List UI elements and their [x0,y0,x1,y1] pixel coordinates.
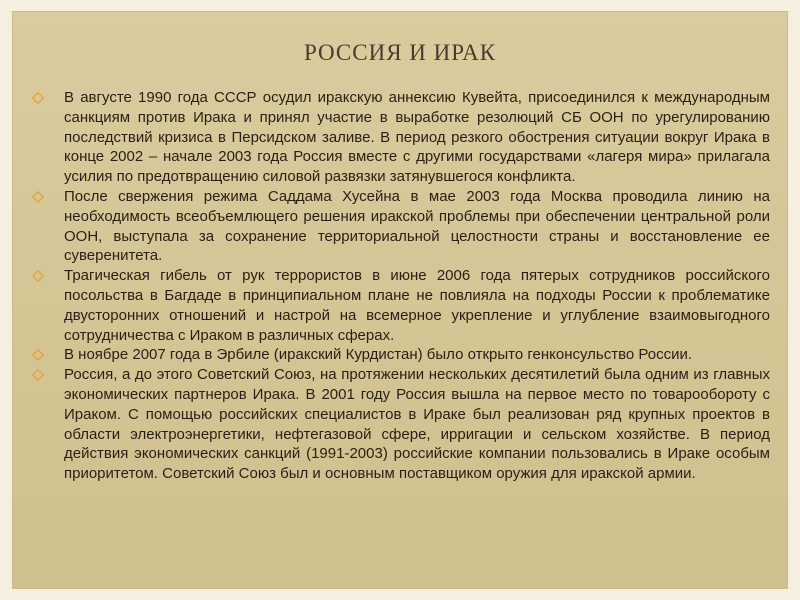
diamond-bullet-icon [32,191,44,203]
diamond-bullet-icon [32,369,44,381]
bullet-item [30,365,770,484]
bullet-text: Трагическая гибель от рук террористов в июне 2006 года пятерых сотрудников российского посольства в Багдаде в принципиальном плане не повлияла на подходы России к проблематике двусторонних отношений и настрой на всемерное укрепление и углубление взаимовыгодного сотрудничества с Ираком в различных сферах. [64,267,770,344]
bullet-item [30,345,770,365]
diamond-bullet-icon [32,349,44,361]
bullet-list [30,88,770,484]
bullet-item [30,266,770,345]
bullet-text: В августе 1990 года СССР осудил иракскую аннексию Кувейта, присоединился к международным санкциям против Ирака и принял участие в выработке резолюций СБ ООН по урегулированию последствий кризиса в Персидском заливе. В период резкого обострения ситуации вокруг Ирака в конце 2002 – начале 2003 года Россия вместе с другими государствами «лагеря мира» прилагала усилия по предотвращению силовой развязки затянувшегося конфликта. [64,89,770,186]
bullet-text: В ноябре 2007 года в Эрбиле (иракский Курдистан) было открыто генконсульство России. [64,346,693,364]
bullet-text: После свержения режима Саддама Хусейна в мае 2003 года Москва проводила линию на необходимость всеобъемлющего решения иракской проблемы при обеспечении центральной роли ООН, выступала за сохранение территориальной целостности страны и восстановление ее суверенитета. [64,187,770,265]
bullet-text: Россия, а до этого Советский Союз, на протяжении нескольких десятилетий была одним из главных экономических партнеров Ирака. В 2001 году Россия вышла на первое место по товарообороту с Ираком. С помощью российских специалистов в Ираке был реализован ряд крупных проектов в области электроэнергетики, нефтегазовой сфере, ирригации и сельском хозяйстве. В период действия экономических санкций (1991-2003) российские компании пользовались в Ираке особым приоритетом. Советский Союз был и основным поставщиком оружия для иракской армии. [64,366,770,483]
diamond-bullet-icon [32,92,44,104]
bullet-item [30,187,770,266]
diamond-bullet-icon [32,270,44,282]
bullet-item [30,88,770,187]
slide-title: РОССИЯ И ИРАК [303,40,497,65]
